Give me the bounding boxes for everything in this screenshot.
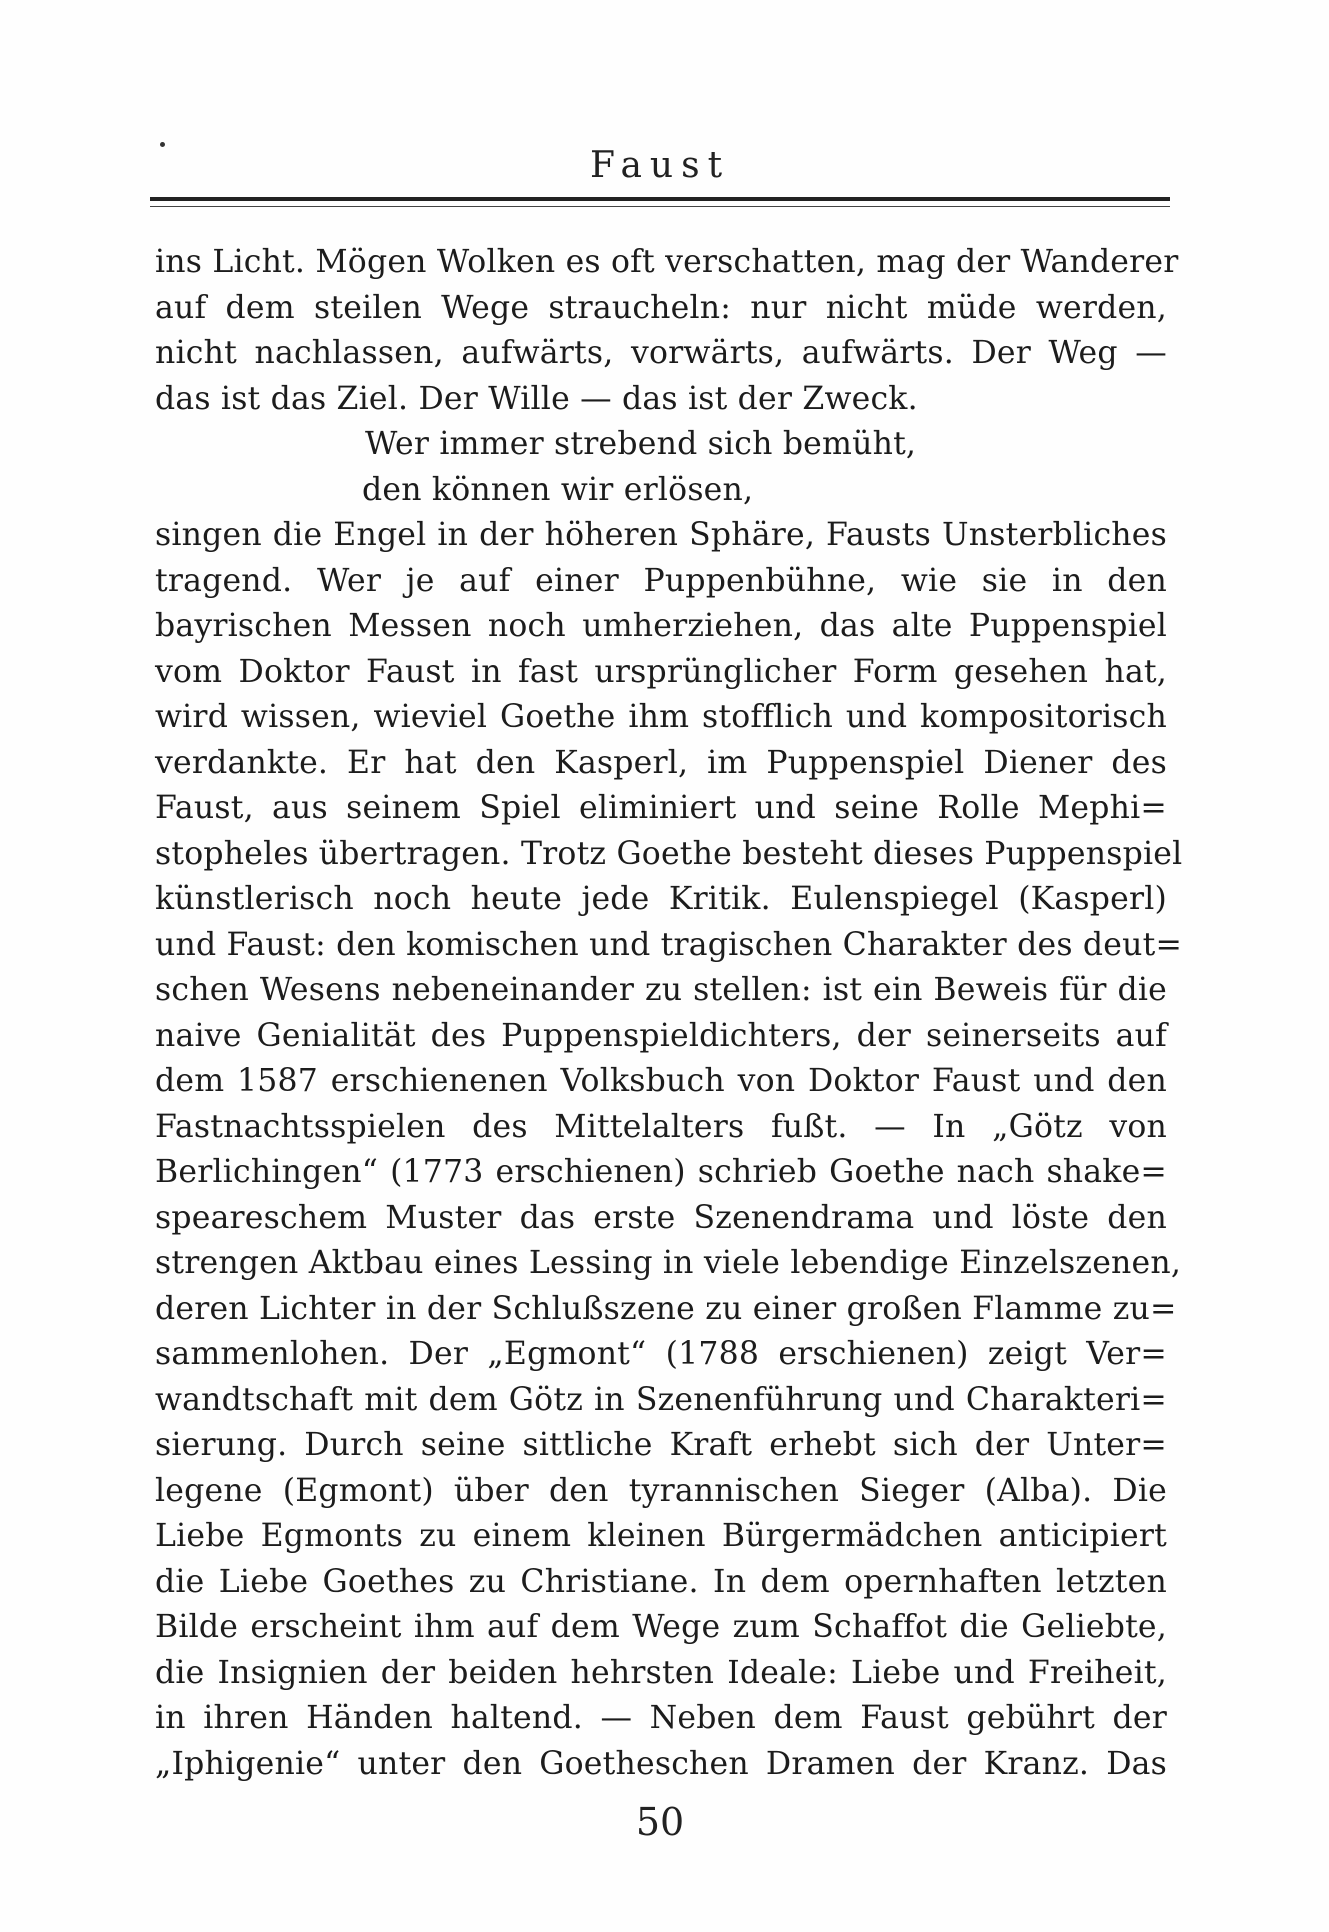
text-line: speareschem Muster das erste Szenendrama und löste den [155, 1199, 1167, 1236]
text-line: auf dem steilen Wege straucheln: nur nicht müde werden, [155, 289, 1167, 326]
text-line: und Faust: den komischen und tragischen Charakter des deut= [155, 926, 1183, 963]
running-head-title: Faust [589, 145, 731, 186]
text-line: wandtschaft mit dem Götz in Szenenführung und Charakteri= [155, 1381, 1167, 1418]
text-line: strengen Aktbau eines Lessing in viele lebendige Einzelszenen, [155, 1245, 1182, 1281]
header-rule-thick [150, 197, 1170, 201]
text-line: verdankte. Er hat den Kasperl, im Puppenspiel Diener des [155, 744, 1167, 781]
text-line: naive Genialität des Puppenspieldichters, der seinerseits auf [155, 1017, 1167, 1054]
text-line: die Liebe Goethes zu Christiane. In dem opernhaften letzten [155, 1563, 1167, 1600]
text-line: Faust, aus seinem Spiel eliminiert und seine Rolle Mephi= [155, 790, 1167, 826]
text-line: das ist das Ziel. Der Wille — das ist der Zweck. [155, 380, 918, 417]
text-line: tragend. Wer je auf einer Puppenbühne, wie sie in den [155, 562, 1167, 599]
text-line: singen die Engel in der höheren Sphäre, Fausts Unsterbliches [155, 517, 1167, 553]
text-line: schen Wesens nebeneinander zu stellen: ist ein Beweis für die [155, 972, 1167, 1008]
text-line: ins Licht. Mögen Wolken es oft verschatten, mag der Wanderer [155, 244, 1179, 280]
header-rule-thin [150, 206, 1170, 207]
text-line: sierung. Durch seine sittliche Kraft erhebt sich der Unter= [155, 1427, 1167, 1463]
page-number: 50 [635, 1800, 685, 1844]
text-line: bayrischen Messen noch umherziehen, das alte Puppenspiel [155, 608, 1167, 644]
text-line: Berlichingen“ (1773 erschienen) schrieb Goethe nach shake= [155, 1154, 1167, 1190]
verse-line: den können wir erlösen, [362, 471, 754, 508]
text-line: dem 1587 erschienenen Volksbuch von Doktor Faust und den [155, 1063, 1167, 1099]
text-line: die Insignien der beiden hehrsten Ideale: Liebe und Freiheit, [155, 1654, 1167, 1691]
text-line: deren Lichter in der Schlußszene zu einer großen Flamme zu= [155, 1290, 1177, 1327]
text-line: vom Doktor Faust in fast ursprünglicher Form gesehen hat, [155, 653, 1167, 690]
verse-line: Wer immer strebend sich bemüht, [365, 426, 917, 462]
body-text [155, 240, 1183, 1787]
text-line: in ihren Händen haltend. — Neben dem Faust gebührt der [155, 1700, 1167, 1736]
text-line: stopheles übertragen. Trotz Goethe besteht dieses Puppenspiel [155, 835, 1183, 872]
text-line: wird wissen, wieviel Goethe ihm stofflich und kompositorisch [155, 699, 1167, 735]
text-line: „Iphigenie“ unter den Goetheschen Dramen der Kranz. Das [155, 1745, 1167, 1782]
text-line: künstlerisch noch heute jede Kritik. Eulenspiegel (Kasperl) [155, 881, 1167, 917]
text-line: sammenlohen. Der „Egmont“ (1788 erschienen) zeigt Ver= [155, 1336, 1167, 1372]
text-line: Fastnachtsspielen des Mittelalters fußt. — In „Götz von [155, 1108, 1167, 1145]
text-line: nicht nachlassen, aufwärts, vorwärts, aufwärts. Der Weg — [155, 335, 1167, 371]
text-line: Liebe Egmonts zu einem kleinen Bürgermädchen anticipiert [155, 1518, 1167, 1554]
text-line: Bilde erscheint ihm auf dem Wege zum Schaffot die Geliebte, [155, 1609, 1167, 1645]
text-line: legene (Egmont) über den tyrannischen Sieger (Alba). Die [155, 1472, 1167, 1509]
